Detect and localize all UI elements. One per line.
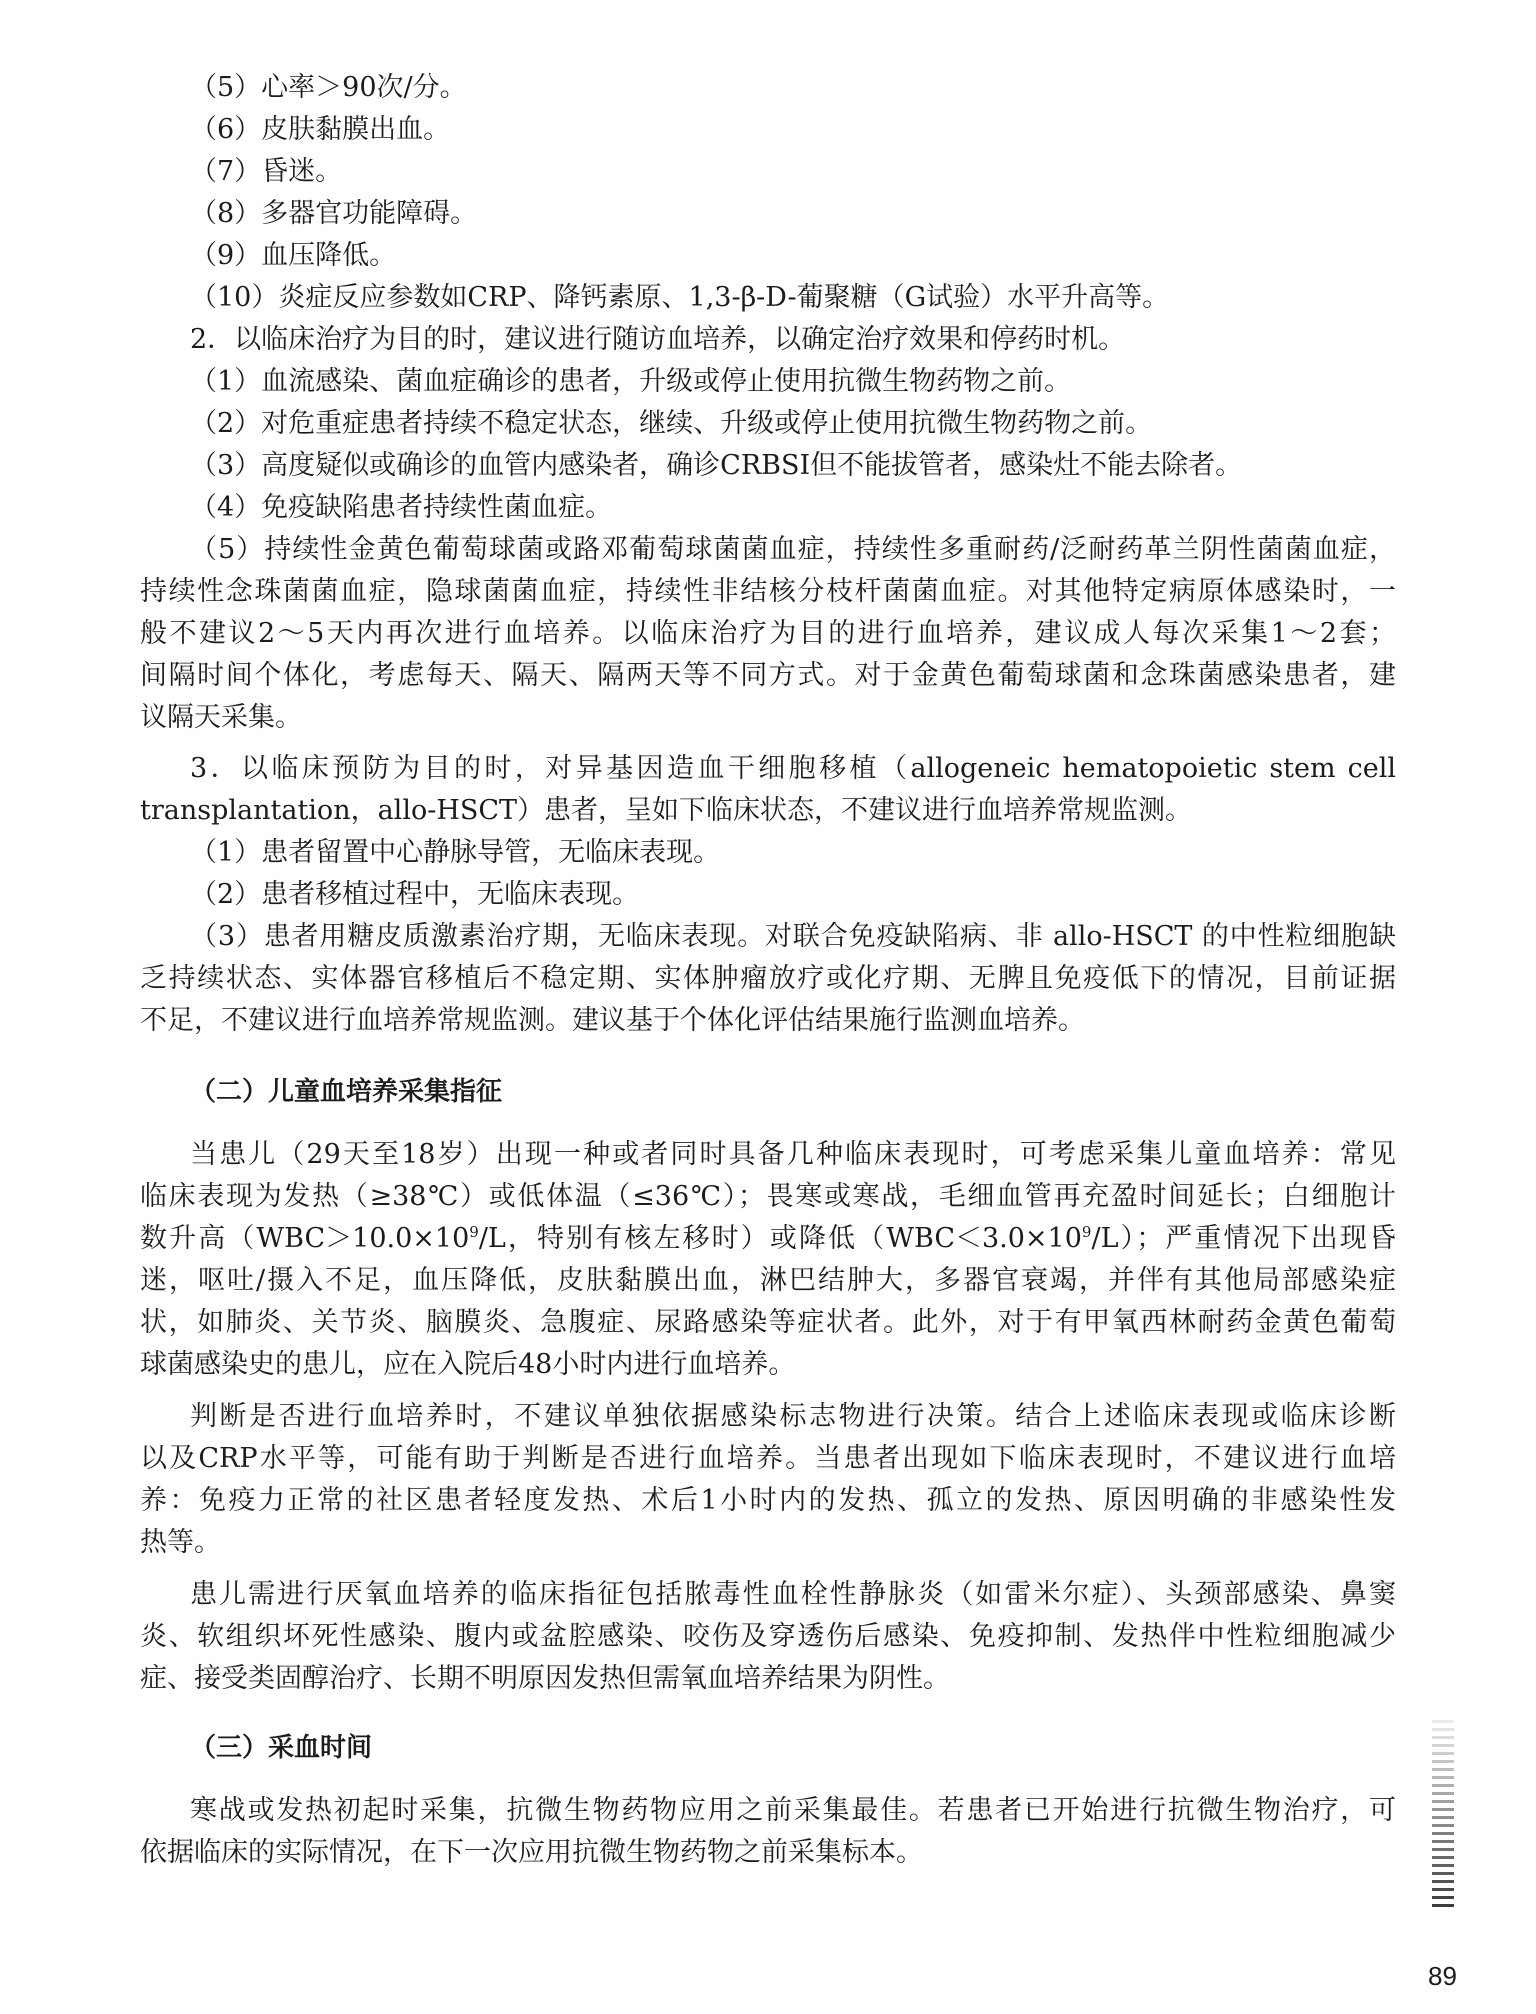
section-heading-timing: （三）采血时间 <box>190 1733 373 1763</box>
edge-tick <box>1432 1744 1454 1747</box>
text-line: （5）心率＞90次/分。 <box>190 72 467 103</box>
text-line: （3）高度疑似或确诊的血管内感染者，确诊CRBSI但不能拔管者，感染灶不能去除者。 <box>190 450 1243 481</box>
text-line: 议隔天采集。 <box>140 702 302 733</box>
text-line: 以及CRP水平等，可能有助于判断是否进行血培养。当患者出现如下临床表现时，不建议进行血培 <box>140 1443 1396 1474</box>
text-line: 2．以临床治疗为目的时，建议进行随访血培养，以确定治疗效果和停药时机。 <box>190 324 1126 355</box>
text-line: 炎、软组织坏死性感染、腹内或盆腔感染、咬伤及穿透伤后感染、免疫抑制、发热伴中性粒细胞减少 <box>140 1621 1396 1652</box>
edge-tick <box>1432 1872 1454 1875</box>
edge-tick <box>1432 1864 1454 1867</box>
text-line: （8）多器官功能障碍。 <box>190 198 478 229</box>
text-line: 养：免疫力正常的社区患者轻度发热、术后1小时内的发热、孤立的发热、原因明确的非感染性发 <box>140 1485 1396 1516</box>
text-line: （1）血流感染、菌血症确诊的患者，升级或停止使用抗微生物药物之前。 <box>190 366 1072 397</box>
edge-tick <box>1432 1856 1454 1859</box>
text-line: 依据临床的实际情况，在下一次应用抗微生物药物之前采集标本。 <box>140 1837 923 1868</box>
edge-tick <box>1432 1752 1454 1755</box>
text-line: （1）患者留置中心静脉导管，无临床表现。 <box>190 837 721 868</box>
edge-tick <box>1432 1768 1454 1771</box>
text-line: 球菌感染史的患儿，应在入院后48小时内进行血培养。 <box>140 1349 796 1380</box>
edge-tick <box>1432 1792 1454 1795</box>
edge-tick <box>1432 1728 1454 1731</box>
text-line: 判断是否进行血培养时，不建议单独依据感染标志物进行决策。结合上述临床表现或临床诊断 <box>190 1401 1396 1432</box>
text-line: （10）炎症反应参数如CRP、降钙素原、1,3-β-D-葡聚糖（G试验）水平升高等。 <box>190 282 1170 313</box>
edge-tick <box>1432 1880 1454 1883</box>
page-number: 89 <box>1428 1961 1457 1991</box>
edge-tick <box>1432 1816 1454 1819</box>
edge-tick <box>1432 1760 1454 1763</box>
edge-tick <box>1432 1720 1454 1723</box>
section-heading-children: （二）儿童血培养采集指征 <box>190 1077 503 1107</box>
wbc-text-1: 数升高（WBC＞10.0×10 <box>140 1223 470 1254</box>
text-line: 症、接受类固醇治疗、长期不明原因发热但需氧血培养结果为阴性。 <box>140 1663 950 1694</box>
edge-tick <box>1432 1784 1454 1787</box>
wbc-text-2: /L，特别有核左移时）或降低（WBC＜3.0×10 <box>478 1223 1082 1254</box>
text-line: 状，如肺炎、关节炎、脑膜炎、急腹症、尿路感染等症状者。此外，对于有甲氧西林耐药金黄色葡萄 <box>140 1307 1396 1338</box>
text-line: 当患儿（29天至18岁）出现一种或者同时具备几种临床表现时，可考虑采集儿童血培养：常见 <box>190 1139 1396 1170</box>
edge-tick <box>1432 1840 1454 1843</box>
text-line: transplantation，allo-HSCT）患者，呈如下临床状态，不建议进行血培养常规监测。 <box>140 795 1193 826</box>
text-line: 临床表现为发热（≥38℃）或低体温（≤36℃）；畏寒或寒战，毛细血管再充盈时间延长；白细胞计 <box>140 1181 1396 1212</box>
edge-tick <box>1432 1832 1454 1835</box>
wbc-text-3: /L）；严重情况下出现昏 <box>1091 1223 1396 1254</box>
edge-tick <box>1432 1888 1454 1891</box>
edge-tick <box>1432 1808 1454 1811</box>
text-line: （2）患者移植过程中，无临床表现。 <box>190 879 640 910</box>
text-line: （2）对危重症患者持续不稳定状态，继续、升级或停止使用抗微生物药物之前。 <box>190 408 1153 439</box>
text-line: 乏持续状态、实体器官移植后不稳定期、实体肿瘤放疗或化疗期、无脾且免疫低下的情况，目前证据 <box>140 963 1396 994</box>
text-line: （3）患者用糖皮质激素治疗期，无临床表现。对联合免疫缺陷病、非 allo-HSCT 的中性粒细胞缺 <box>190 921 1396 952</box>
text-line: 迷，呕吐/摄入不足，血压降低，皮肤黏膜出血，淋巴结肿大，多器官衰竭，并伴有其他局部感染症 <box>140 1265 1396 1296</box>
text-line: 寒战或发热初起时采集，抗微生物药物应用之前采集最佳。若患者已开始进行抗微生物治疗，可 <box>190 1795 1396 1826</box>
text-line: 持续性念珠菌菌血症，隐球菌菌血症，持续性非结核分枝杆菌菌血症。对其他特定病原体感染时，一 <box>140 576 1396 607</box>
superscript: 9 <box>1081 1223 1092 1241</box>
text-line: （9）血压降低。 <box>190 240 397 271</box>
text-line: 3．以临床预防为目的时，对异基因造血干细胞移植（allogeneic hematopoietic stem cell <box>190 753 1396 784</box>
text-line: 不足，不建议进行血培养常规监测。建议基于个体化评估结果施行监测血培养。 <box>140 1005 1085 1036</box>
text-line: （7）昏迷。 <box>190 156 343 187</box>
edge-tick <box>1432 1776 1454 1779</box>
text-line: 般不建议2～5天内再次进行血培养。以临床治疗为目的进行血培养，建议成人每次采集1～2套； <box>140 618 1396 649</box>
edge-tick <box>1432 1736 1454 1739</box>
superscript: 9 <box>469 1223 479 1241</box>
edge-tick <box>1432 1904 1454 1907</box>
text-line: （5）持续性金黄色葡萄球菌或路邓葡萄球菌菌血症，持续性多重耐药/泛耐药革兰阴性菌菌血症， <box>190 534 1396 565</box>
text-line: 间隔时间个体化，考虑每天、隔天、隔两天等不同方式。对于金黄色葡萄球菌和念珠菌感染患者，建 <box>140 660 1396 691</box>
text-line: （4）免疫缺陷患者持续性菌血症。 <box>190 492 613 523</box>
text-line-wbc <box>140 1218 1396 1260</box>
text-line: 热等。 <box>140 1527 221 1558</box>
edge-tick <box>1432 1896 1454 1899</box>
text-line: 患儿需进行厌氧血培养的临床指征包括脓毒性血栓性静脉炎（如雷米尔症）、头颈部感染、鼻窦 <box>190 1579 1396 1610</box>
text-line: （6）皮肤黏膜出血。 <box>190 114 451 145</box>
edge-tick <box>1432 1800 1454 1803</box>
edge-tick <box>1432 1824 1454 1827</box>
page-edge-marks <box>1432 1720 1454 1912</box>
edge-tick <box>1432 1848 1454 1851</box>
